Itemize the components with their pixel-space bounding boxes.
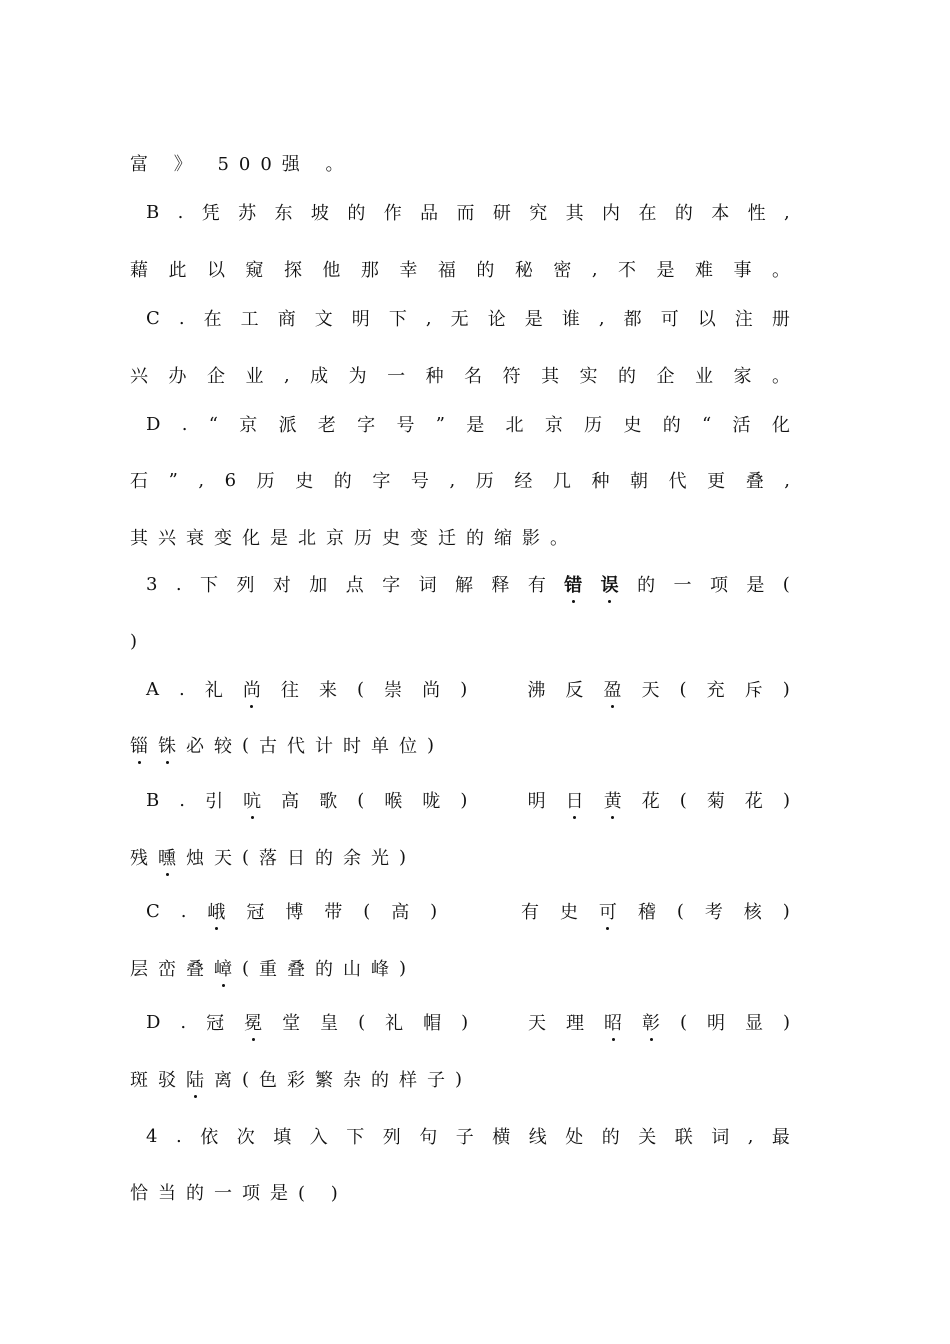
text-line: 石 ” , 6 历 史 的 字 号 , 历 经 几 种 朝 代 更 叠 , <box>130 469 790 492</box>
text-line: 斑 驳 陆 离 ( 色 彩 繁 杂 的 样 子 ) <box>130 1061 790 1097</box>
text-line: 4 . 依 次 填 入 下 列 句 子 横 线 处 的 关 联 词 , 最 <box>146 1125 790 1148</box>
text-line: 残 曛 烛 天 ( 落 日 的 余 光 ) <box>130 839 790 875</box>
text-line: 层 峦 叠 嶂 ( 重 叠 的 山 峰 ) <box>130 950 790 986</box>
text-line: B . 凭 苏 东 坡 的 作 品 而 研 究 其 内 在 的 本 性 , <box>146 201 790 224</box>
text-line: C . 峨 冠 博 带 ( 高 ) 有 史 可 稽 ( 考 核 ) <box>146 893 790 929</box>
text-line: D . “ 京 派 老 字 号 ” 是 北 京 历 史 的 “ 活 化 <box>146 413 790 436</box>
text-line: B . 引 吭 高 歌 ( 喉 咙 ) 明 日 黄 花 ( 菊 花 ) <box>146 782 790 818</box>
text-line: 其兴衰变化是北京历史变迁的缩影。 <box>130 528 578 549</box>
text-line: A . 礼 尚 往 来 ( 崇 尚 ) 沸 反 盈 天 ( 充 斥 ) <box>146 671 790 707</box>
text-line: 锱 铢 必 较 ( 古 代 计 时 单 位 ) <box>130 727 790 763</box>
text-line: 富 》 500强 。 <box>130 154 354 175</box>
text-line: C . 在 工 商 文 明 下 , 无 论 是 谁 , 都 可 以 注 册 <box>146 307 790 330</box>
text-line: 藉 此 以 窥 探 他 那 幸 福 的 秘 密 , 不 是 难 事 。 <box>130 258 790 281</box>
text-line: 恰当的一项是( ) <box>130 1183 348 1204</box>
text-line: ) <box>130 630 148 652</box>
text-line: 兴 办 企 业 , 成 为 一 种 名 符 其 实 的 企 业 家 。 <box>130 364 790 387</box>
text-line: D . 冠 冕 堂 皇 ( 礼 帽 ) 天 理 昭 彰 ( 明 显 ) <box>146 1004 790 1040</box>
text-line: 3 . 下 列 对 加 点 字 词 解 释 有 错 误 的 一 项 是 ( <box>146 566 790 602</box>
